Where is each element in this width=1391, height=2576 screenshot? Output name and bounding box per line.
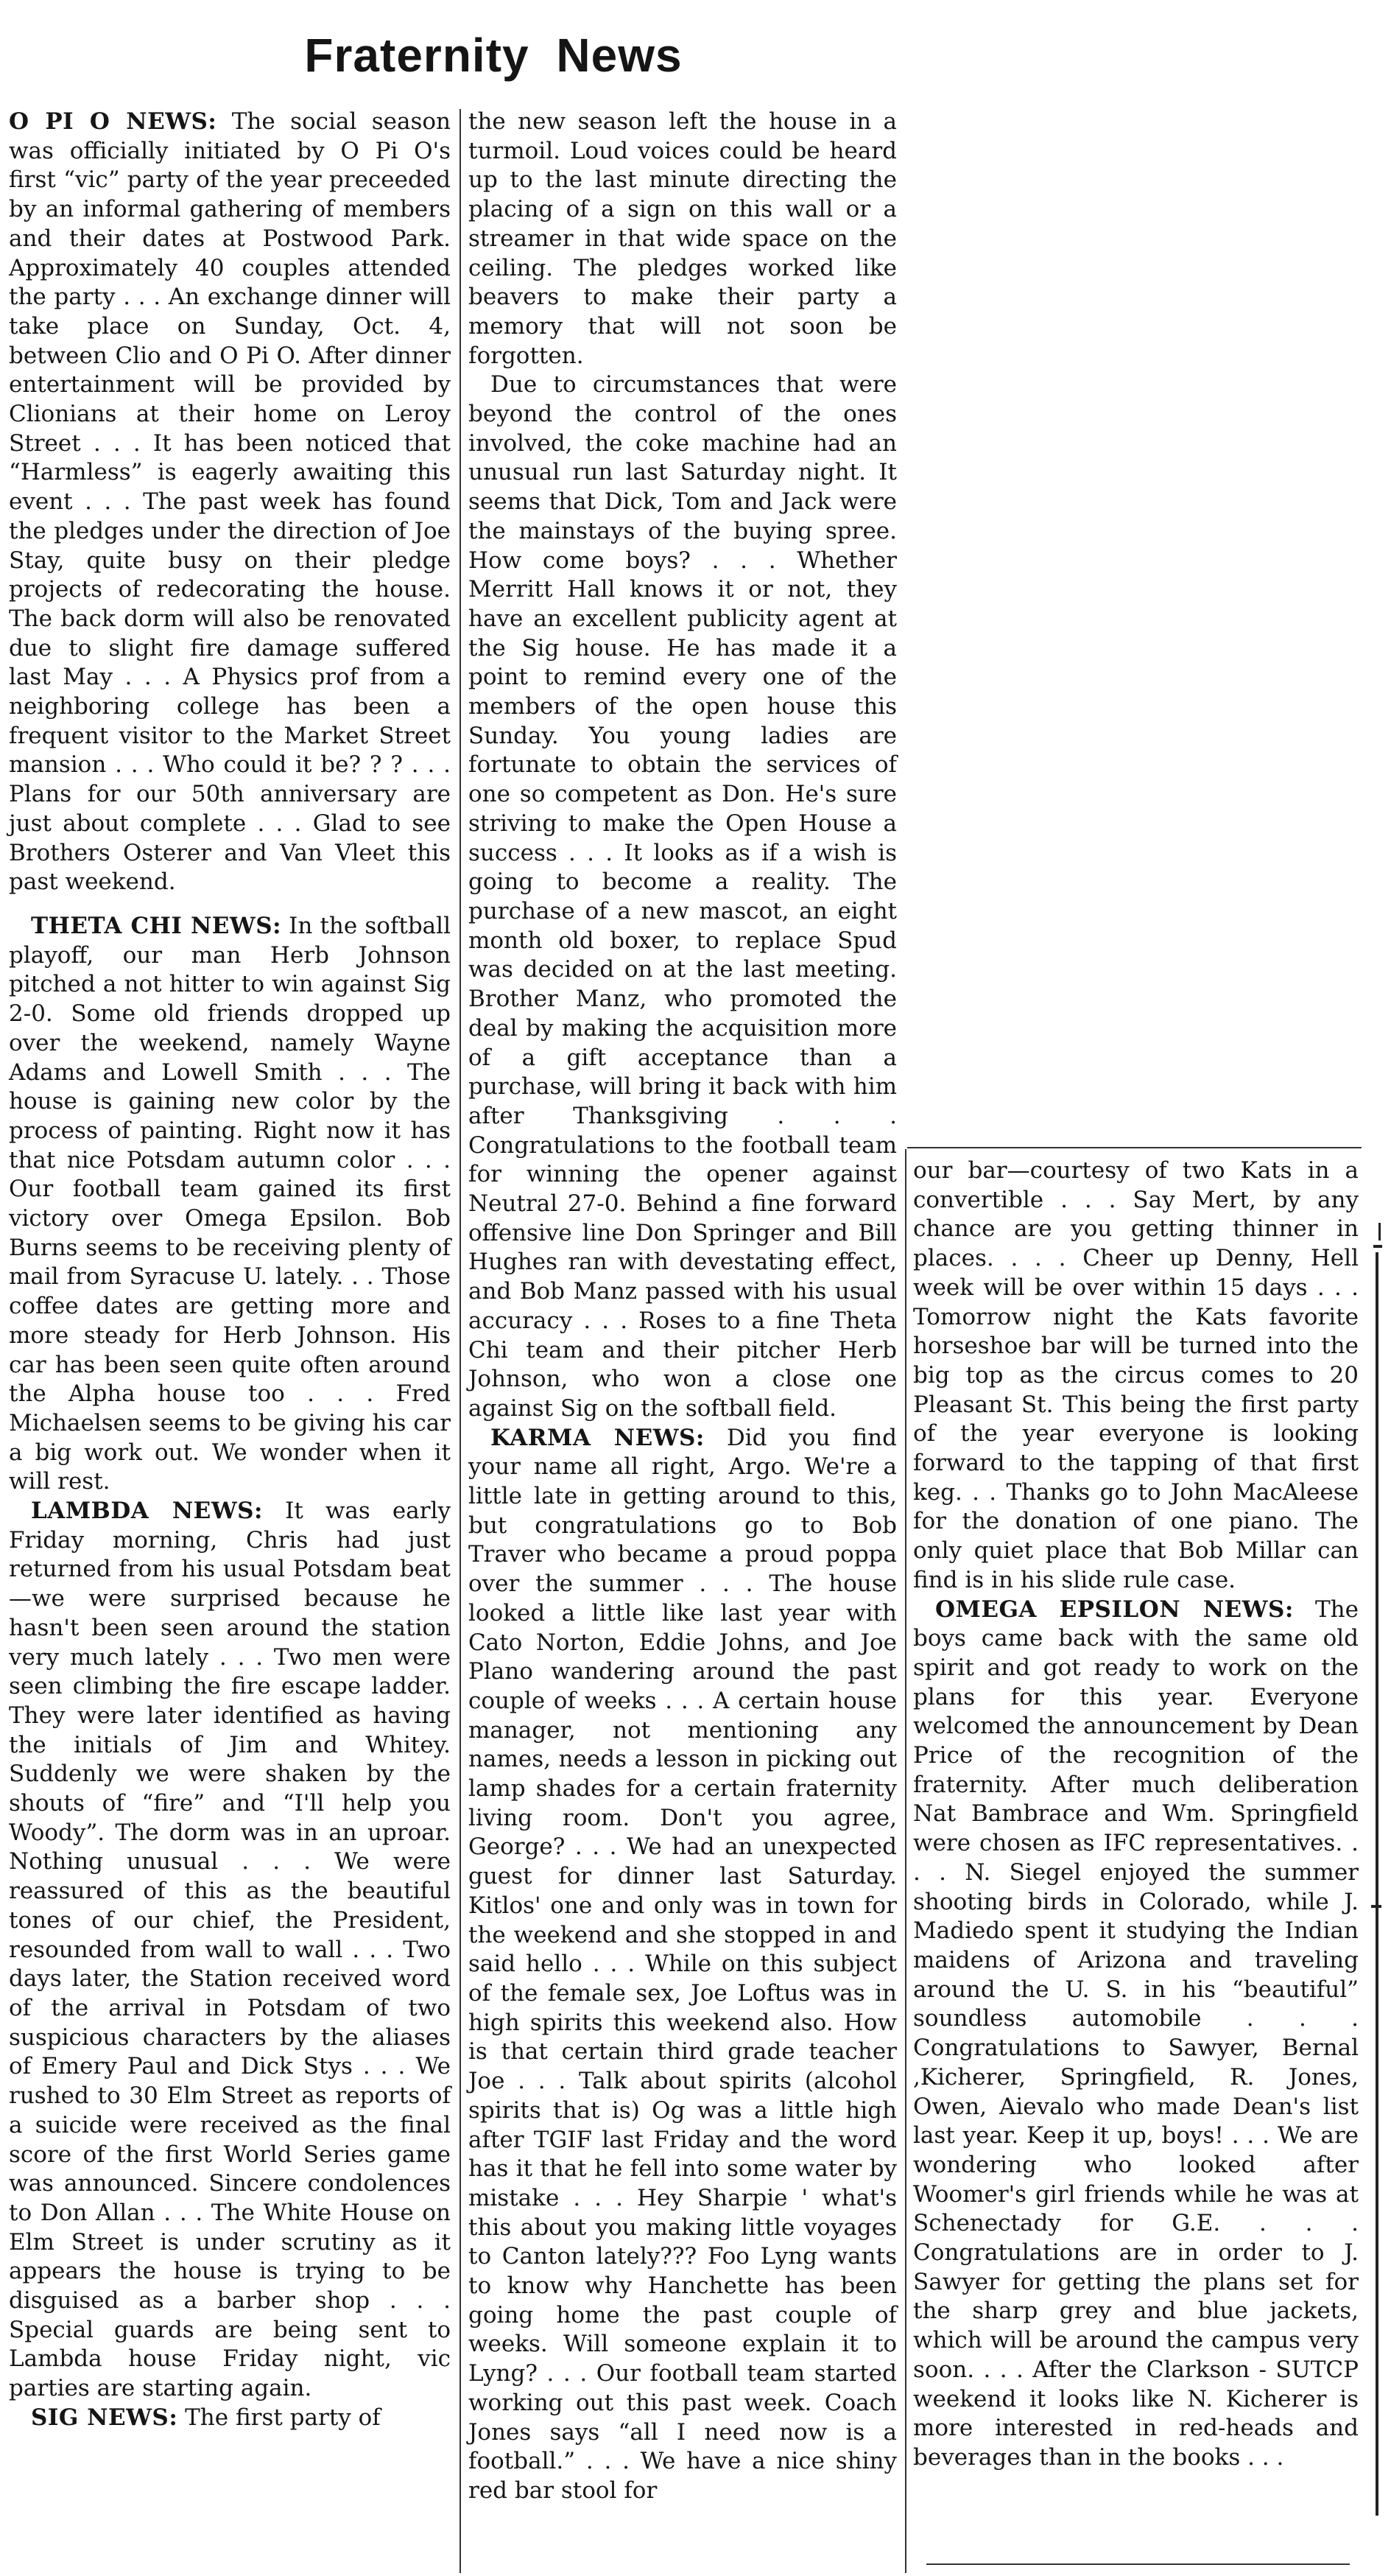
thetachi-body: In the softball playoff, our man Herb Johnson pitched a not hitter to win against Sig 2-0. Some old friends dropped up over the weekend, namely Wayne Adams and Lowell Smith . . . The house is gaining new color by the process of painting. Right now it has that nice Potsdam autumn color . . . Our football team gained its first victory over Omega Epsilon. Bob Burns seems to be receiving plenty of mail from Syracuse U. lately. . . Those coffee dates are getting more and more steady for Herb Johnson. His car has been seen quite often around the Alpha house too . . . Fred Michaelsen seems to be giving his car a big work out. We wonder when it will rest. (9, 912, 451, 1495)
edge-mark-1 (1378, 1223, 1381, 1240)
column-rule-1 (459, 109, 461, 2573)
thetachi-kicker: THETA CHI NEWS: (31, 912, 282, 939)
lambda-kicker: LAMBDA NEWS: (31, 1498, 263, 1525)
lambda-article (9, 1497, 451, 2404)
omega-article (913, 1596, 1359, 2473)
karma-kicker: KARMA NEWS: (490, 1424, 705, 1451)
column-1 (9, 108, 451, 2433)
sig-article-start (9, 2404, 451, 2433)
opio-kicker: O PI O NEWS: (9, 108, 217, 135)
sig-body-start: The first party of (177, 2404, 381, 2431)
sig-continued-b: Due to circumstances that were beyond the control of the ones involved, the coke machine had an unusual run last Saturday night. It seems that Dick, Tom and Jack were the mainstays of the buying spree. How come boys? . . . Whether Merritt Hall knows it or not, they have an excellent publicity agent at the Sig house. He has made it a point to remind every one of the members of the open house this Sunday. You young ladies are fortunate to obtain the services of one so competent as Don. He's sure striving to make the Open House a success . . . It looks as if a wish is going to become a reality. The purchase of a new mascot, an eight month old boxer, to replace Spud was decided on at the last meeting. Brother Manz, who promoted the deal by making the acquisition more of a gift acceptance than a purchase, will bring it back with him after Thanksgiving . . . Congratulations to the football team for winning the opener against Neutral 27-0. Behind a fine forward offensive line Don Springer and Bill Hughes ran with devestating effect, and Bob Manz passed with his usual accuracy . . . Roses to a fine Theta Chi team and their pitcher Herb Johnson, who won a close one against Sig on the softball field. (468, 371, 897, 1422)
opio-article (9, 108, 451, 897)
karma-body: Did you find your name all right, Argo. We're a little late in getting around to this, but congratulations go to Bob Traver who became a proud poppa over the summer . . . The house looked a little like last year with Cato Norton, Eddie Johns, and Joe Plano wandering around the past couple of weeks . . . A certain house manager, not mentioning any names, needs a lesson in picking out lamp shades for a certain fraternity living room. Don't you agree, George? . . . We had an unexpected guest for dinner last Saturday. Kitlos' one and only was in town for the weekend and she stopped in and said hello . . . While on this subject of the female sex, Joe Loftus was in high spirits this weekend also. How is that certain third grade teacher Joe . . . Talk about spirits (alcohol spirits that is) Og was a little high after TGIF last Friday and the word has it that he fell into some water by mistake . . . Hey Sharpie ' what's this about you making little voyages to Canton lately??? Foo Lyng wants to know why Hanchette has been going home the past couple of weeks. Will someone explain it to Lyng? . . . Our football team started working out this past week. Coach Jones says “all I need now is a football.” . . . We have a nice shiny red bar stool for (468, 1424, 897, 2504)
column-2 (468, 108, 897, 2506)
edge-mark-4 (1371, 1905, 1381, 1908)
omega-body: The boys came back with the same old spirit and got ready to work on the plans for this year. Everyone welcomed the announcement by Dean Price of the recognition of the fraternity. After much deliberation Nat Bambrace and Wm. Springfield were chosen as IFC representatives. . . . N. Siegel enjoyed the summer shooting birds in Colorado, while J. Madiedo spent it studying the Indian maidens of Arizona and traveling around the U. S. in his “beautiful” soundless automobile . . . Congratulations to Sawyer, Bernal ,Kicherer, Springfield, R. Jones, Owen, Aievalo who made Dean's list last year. Keep it up, boys! . . . We are wondering who looked after Woomer's girl friends while he was at Schenectady for G.E. . . . Congratulations are in order to J. Sawyer for getting the plans set for the sharp grey and blue jackets, which will be around the campus very soon. . . . After the Clarkson - SUTCP weekend it looks like N. Kicherer is more interested in red-heads and beverages than in the books . . . (913, 1596, 1359, 2471)
omega-kicker: OMEGA EPSILON NEWS: (935, 1596, 1294, 1623)
page-headline: Fraternity News (304, 29, 683, 82)
column-3-bottom-rule (926, 2563, 1350, 2565)
column-3 (913, 1157, 1359, 2473)
opio-body: The social season was officially initiated by O Pi O's first “vic” party of the year preceeded by an informal gathering of members and their dates at Postwood Park. Approximately 40 couples attended the party . . . An exchange dinner will take place on Sunday, Oct. 4, between Clio and O Pi O. After dinner entertainment will be provided by Clionians at their home on Leroy Street . . . It has been noticed that “Harmless” is eagerly awaiting this event . . . The past week has found the pledges under the direction of Joe Stay, quite busy on their pledge projects of redecorating the house. The back dorm will also be renovated due to slight fire damage suffered last May . . . A Physics prof from a neighboring college has been a frequent visitor to the Market Street mansion . . . Who could it be? ? ? . . . Plans for our 50th anniversary are just about complete . . . Glad to see Brothers Osterer and Van Vleet this past weekend. (9, 108, 451, 896)
karma-article (468, 1424, 897, 2506)
thetachi-article (9, 912, 451, 1497)
column-rule-2 (905, 1149, 906, 2573)
karma-continued: our bar—courtesy of two Kats in a convertible . . . Say Mert, by any chance are you getting thinner in places. . . . Cheer up Denny, Hell week will be over within 15 days . . . Tomorrow night the Kats favorite horseshoe bar will be turned into the big top as the circus comes to 20 Pleasant St. This being the first party of the year everyone is looking forward to the tapping of that first keg. . . Thanks go to John MacAleese for the donation of one piano. The only quiet place that Bob Millar can find is in his slide rule case. (913, 1157, 1359, 1593)
edge-mark-2 (1373, 1245, 1382, 1248)
edge-mark-5 (1376, 1912, 1378, 2516)
sig-continued-a: the new season left the house in a turmoil. Loud voices could be heard up to the last minute directing the placing of a sign on this wall or a streamer in that wide space on the ceiling. The pledges worked like beavers to make their party a memory that will not soon be forgotten. (468, 108, 897, 369)
sig-kicker: SIG NEWS: (31, 2404, 178, 2431)
column-3-top-rule (907, 1147, 1362, 1148)
lambda-body: It was early Friday morning, Chris had just returned from his usual Potsdam beat—we were surprised because he hasn't been seen around the station very much lately . . . Two men were seen climbing the fire escape ladder. They were later identified as having the initials of Jim and Whitey. Suddenly we were shaken by the shouts of “fire” and “I'll help you Woody”. The dorm was in an uproar. Nothing unusual . . . We were reassured of this as the beautiful tones of our chief, the President, resounded from wall to wall . . . Two days later, the Station received word of the arrival in Potsdam of two suspicious characters by the aliases of Emery Paul and Dick Stys . . . We rushed to 30 Elm Street as reports of a suicide were received as the final score of the first World Series game was announced. Sincere condolences to Don Allan . . . The White House on Elm Street is under scrutiny as it appears the house is trying to be disguised as a barber shop . . . Special guards are being sent to Lambda house Friday night, vic parties are starting again. (9, 1498, 451, 2402)
edge-mark-3 (1376, 1252, 1378, 1989)
